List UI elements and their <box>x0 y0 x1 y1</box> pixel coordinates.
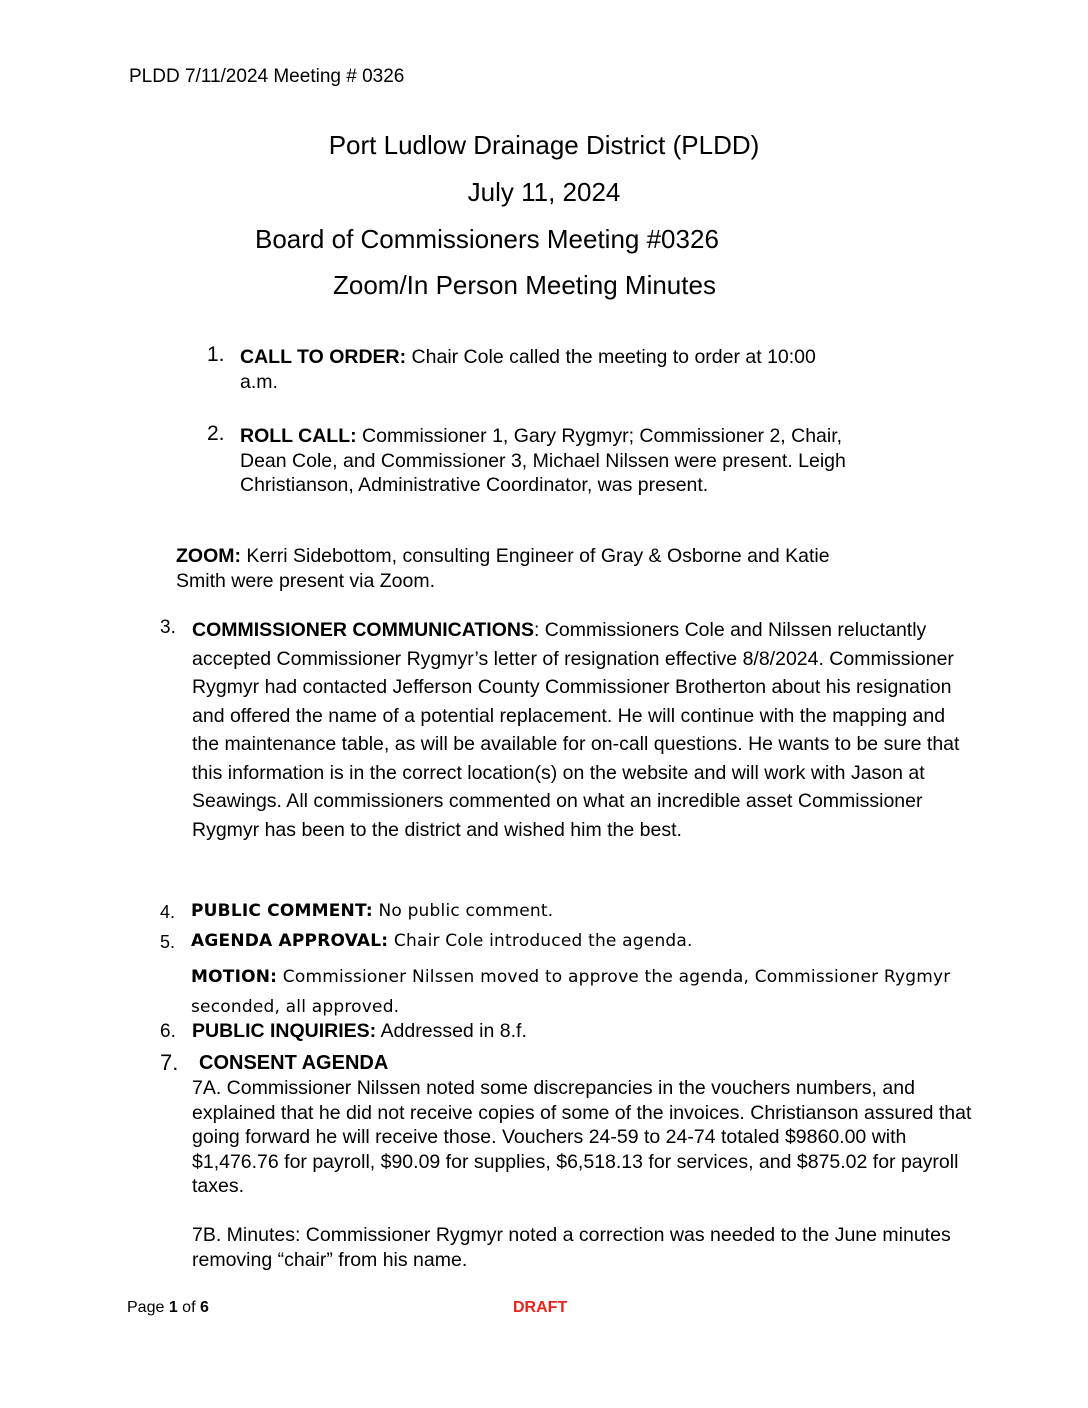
item-label: PUBLIC COMMENT: <box>191 901 373 921</box>
page-current: 1 <box>168 1299 178 1316</box>
item-text: Chair Cole called the meeting to order at 10:00 a.m. <box>240 346 816 393</box>
item-number: 2. <box>207 422 225 445</box>
item-label: ZOOM: <box>176 545 241 567</box>
commissioner-communications-paragraph <box>192 616 972 844</box>
item-text: Commissioner 1, Gary Rygmyr; Commissioner 2, Chair, Dean Cole, and Commissioner 3, Michael Nilssen were present. Leigh Christianson, Administrative Coordinator, was present. <box>240 425 846 496</box>
item-number: 5. <box>160 932 176 952</box>
item-number: 7. <box>160 1050 179 1075</box>
call-to-order-paragraph <box>240 345 840 394</box>
agenda-approval-paragraph <box>191 931 693 951</box>
zoom-paragraph <box>176 544 856 593</box>
item-label: CALL TO ORDER: <box>240 346 407 368</box>
page-prefix: Page <box>127 1299 169 1316</box>
meeting-name: Board of Commissioners Meeting #0326 <box>255 224 719 254</box>
item-label: AGENDA APPROVAL: <box>191 931 389 951</box>
draft-label: DRAFT <box>513 1299 568 1316</box>
item-text: : Commissioners Cole and Nilssen reluctantly accepted Commissioner Rygmyr’s letter of resignation effective 8/8/2024. Commissioner Rygmyr had contacted Jefferson County Commissioner Brotherton about his resignation and offered the name of a potential replacement. He will continue with the mapping and the maintenance table, as will be available for on-call questions. He wants to be sure that this information is in the correct location(s) on the website and will work with Jason at Seawings. All commissioners commented on what an incredible asset Commissioner Rygmyr has been to the district and wished him the best. <box>192 619 960 841</box>
item-number: 1. <box>207 343 225 366</box>
item-text: Kerri Sidebottom, consulting Engineer of Gray & Osborne and Katie Smith were present via Zoom. <box>176 545 830 592</box>
consent-agenda-7a: 7A. Commissioner Nilssen noted some discrepancies in the vouchers numbers, and explained that he did not receive copies of some of the invoices. Christianson assured that going forward he will receive those. Vouchers 24-59 to 24-74 totaled $9860.00 with $1,476.76 for payroll, $90.09 for supplies, $6,518.13 for services, and $875.02 for payroll taxes. <box>192 1077 972 1197</box>
item-text: Chair Cole introduced the agenda. <box>388 931 693 951</box>
consent-agenda-heading: CONSENT AGENDA <box>199 1052 389 1074</box>
public-inquiries-paragraph <box>192 1020 527 1043</box>
page-number <box>127 1299 209 1317</box>
item-label: PUBLIC INQUIRIES: <box>192 1020 377 1042</box>
item-text: Commissioner Nilssen moved to approve the agenda, Commissioner Rygmyr seconded, all approved. <box>191 967 951 1017</box>
consent-agenda-7b: 7B. Minutes: Commissioner Rygmyr noted a correction was needed to the June minutes removing “chair” from his name. <box>192 1224 951 1271</box>
item-label: COMMISSIONER COMMUNICATIONS <box>192 619 534 641</box>
item-number: 3. <box>160 617 176 638</box>
item-number: 6. <box>160 1021 176 1042</box>
document-title: Port Ludlow Drainage District (PLDD) <box>328 130 760 160</box>
item-text: No public comment. <box>372 901 554 921</box>
meeting-type: Zoom/In Person Meeting Minutes <box>333 270 716 300</box>
page-header: PLDD 7/11/2024 Meeting # 0326 <box>129 66 405 87</box>
item-label: MOTION: <box>191 967 278 987</box>
item-label: ROLL CALL: <box>240 425 357 447</box>
meeting-date: July 11, 2024 <box>467 177 621 207</box>
public-comment-paragraph <box>191 901 553 921</box>
page-total: 6 <box>199 1299 209 1316</box>
page-of: of <box>177 1299 200 1316</box>
item-number: 4. <box>160 902 176 922</box>
motion-paragraph <box>191 962 951 1022</box>
item-text: Addressed in 8.f. <box>376 1020 527 1042</box>
roll-call-paragraph <box>240 424 850 498</box>
